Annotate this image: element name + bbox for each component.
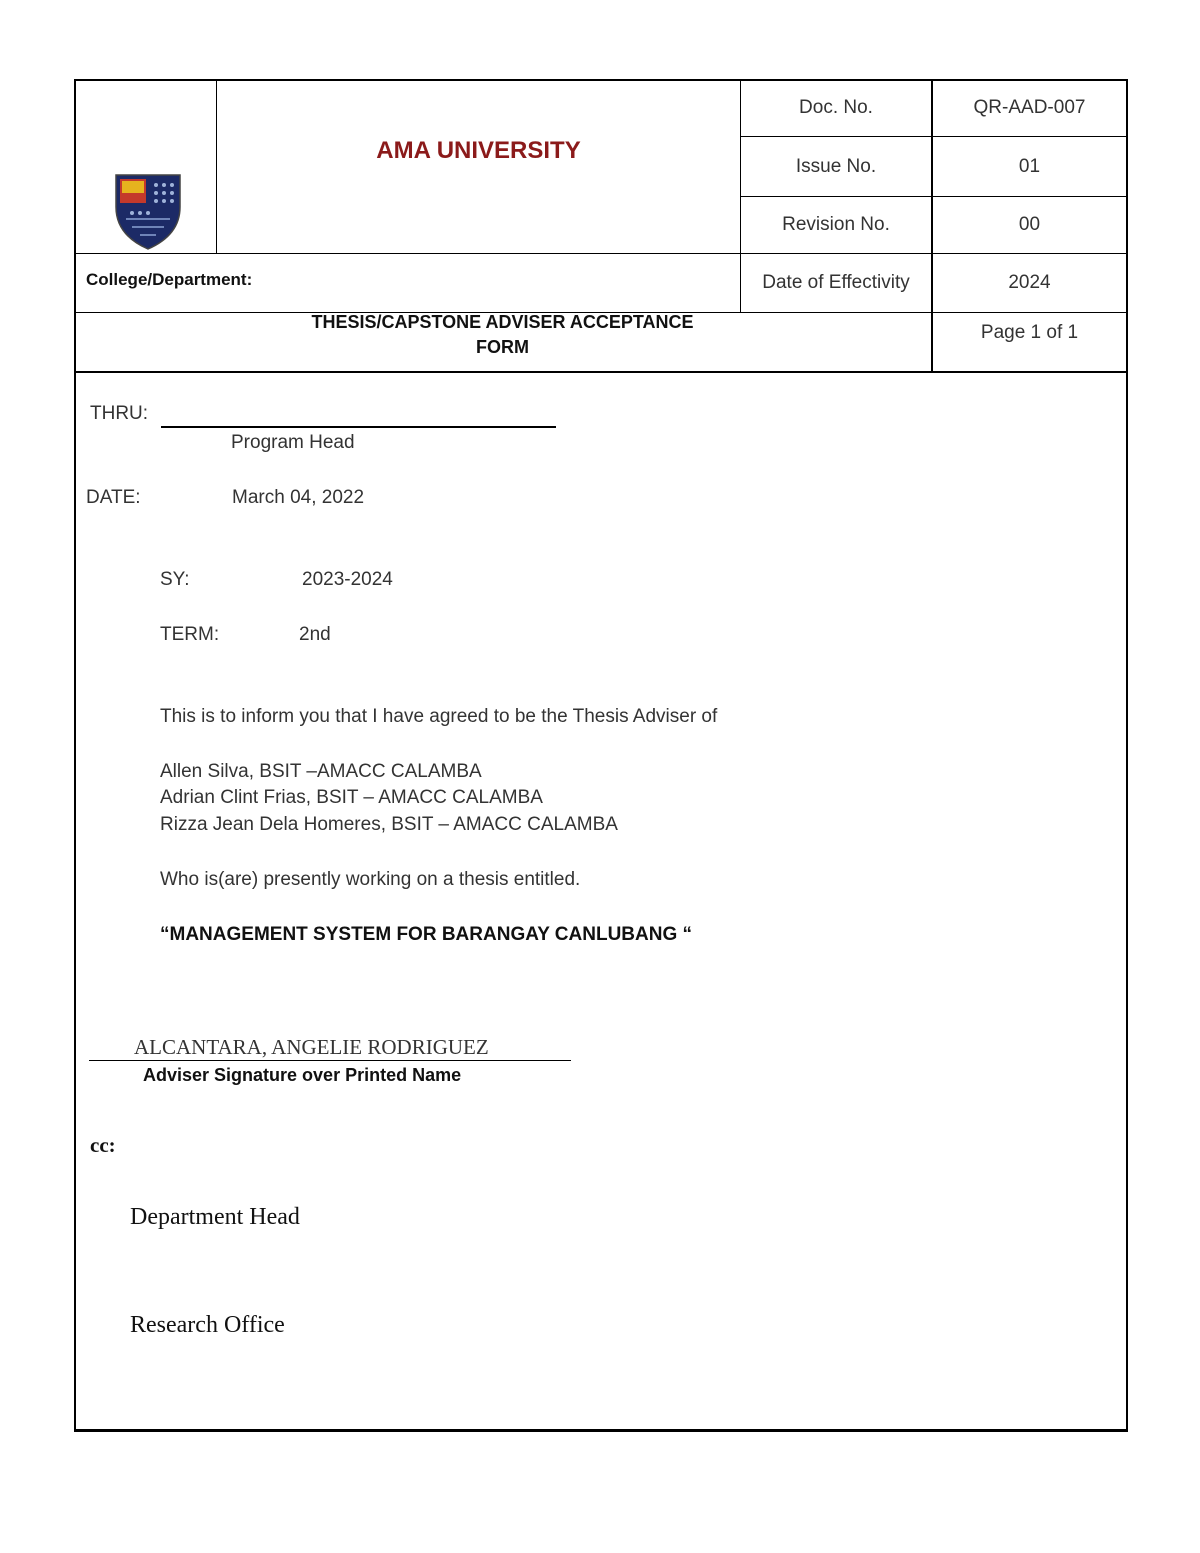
- adviser-caption: Adviser Signature over Printed Name: [143, 1065, 462, 1085]
- effectivity-value: 2024: [1008, 272, 1051, 293]
- adviser-signature-line: [89, 1060, 571, 1061]
- thru-signature-line: [161, 426, 556, 428]
- header-bottom-line: [74, 371, 1128, 373]
- inform-text: This is to inform you that I have agreed to be the Thesis Adviser of: [160, 706, 718, 727]
- form-border-bottom: [74, 1429, 1128, 1432]
- form-border-left: [74, 79, 76, 1432]
- form-border-right: [1126, 79, 1128, 1432]
- cc-label: cc:: [90, 1133, 116, 1157]
- cc-item: Department Head: [130, 1204, 300, 1230]
- issue-no-label: Issue No.: [795, 155, 877, 177]
- term-label: TERM:: [160, 624, 220, 645]
- student-item: Rizza Jean Dela Homeres, BSIT – AMACC CALAMBA: [160, 814, 618, 835]
- thru-label: THRU:: [90, 403, 149, 424]
- working-text: Who is(are) presently working on a thesis entitled.: [160, 869, 581, 890]
- page-indicator: Page 1 of 1: [980, 322, 1079, 343]
- adviser-acceptance-form: [74, 79, 1128, 1432]
- sy-value: 2023-2024: [302, 569, 393, 590]
- cc-item: Research Office: [130, 1312, 285, 1338]
- adviser-name: ALCANTARA, ANGELIE RODRIGUEZ: [134, 1035, 489, 1059]
- revision-no-value: 00: [1018, 214, 1041, 235]
- university-seal-icon: [112, 169, 184, 251]
- student-item: Adrian Clint Frias, BSIT – AMACC CALAMBA: [160, 787, 543, 808]
- issue-no-value: 01: [1018, 155, 1041, 177]
- sy-label: SY:: [160, 569, 190, 590]
- form-title-line-2: FORM: [476, 337, 529, 357]
- doc-no-label: Doc. No.: [799, 96, 873, 118]
- term-value: 2nd: [299, 624, 331, 645]
- date-label: DATE:: [86, 487, 141, 508]
- thesis-title: “MANAGEMENT SYSTEM FOR BARANGAY CANLUBANG “: [160, 924, 693, 945]
- doc-no-value: QR-AAD-007: [973, 96, 1086, 118]
- university-name: AMA UNIVERSITY: [376, 137, 581, 164]
- program-head-label: Program Head: [231, 432, 355, 453]
- date-value: March 04, 2022: [232, 487, 365, 508]
- effectivity-label: Date of Effectivity: [762, 272, 910, 293]
- revision-no-label: Revision No.: [782, 214, 890, 235]
- college-department-label: College/Department:: [86, 270, 253, 289]
- student-item: Allen Silva, BSIT –AMACC CALAMBA: [160, 761, 482, 782]
- form-title-line-1: THESIS/CAPSTONE ADVISER ACCEPTANCE: [311, 312, 694, 332]
